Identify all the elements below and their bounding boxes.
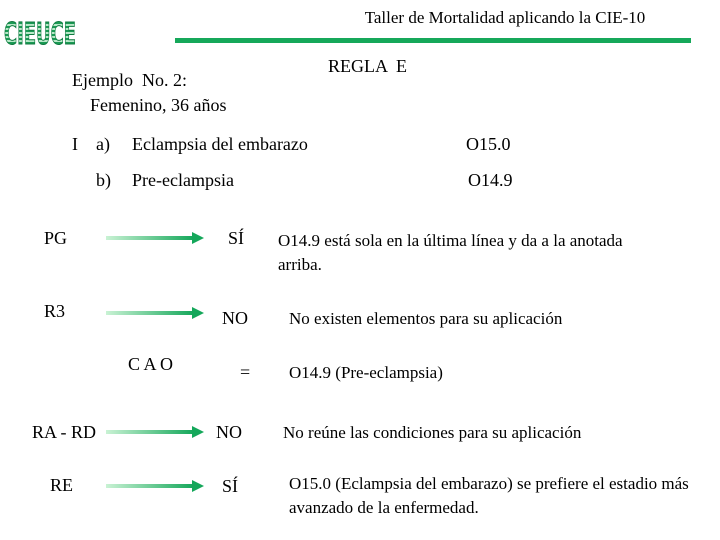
rule-note-ra-rd: No reúne las condiciones para su aplicación [283,423,582,442]
arrow-icon [96,478,206,494]
header-divider [175,38,691,43]
line-b-code: O14.9 [468,170,513,190]
line-a-code: O15.0 [466,134,511,154]
rule-result-re: SÍ [222,476,239,496]
logo [2,2,78,54]
rule-note-cao: O14.9 (Pre-eclampsia) [289,363,443,382]
rule-note-pg: O14.9 está sola en la última línea y da a la anotada arriba. [278,231,623,274]
rule-note-re: O15.0 (Eclampsia del embarazo) se prefiere el estadio más avanzado de la enfermedad. [289,474,689,517]
rule-result-r3: NO [222,308,248,328]
arrow-icon [96,230,206,246]
arrow-icon [96,424,206,440]
rule-result-pg: SÍ [228,228,245,248]
logo-text: CIEUCE [4,17,76,52]
example-patient: Femenino, 36 años [90,95,227,115]
rule-title: REGLA E [328,56,407,76]
example-number: Ejemplo No. 2: [72,70,187,90]
arrow-icon [96,305,206,321]
rule-note-r3: No existen elementos para su aplicación [289,309,563,328]
line-a-letter: a) [96,134,110,154]
rule-name-pg: PG [44,228,68,248]
page-title: Taller de Mortalidad aplicando la CIE-10 [364,8,646,27]
line-a-text: Eclampsia del embarazo [132,134,308,154]
rule-name-cao: C A O [128,354,174,374]
rule-result-cao: = [240,362,251,382]
part-label: I [72,134,78,154]
rule-name-r3: R3 [44,301,66,321]
line-b-text: Pre-eclampsia [132,170,234,190]
rule-name-re: RE [50,475,74,495]
line-b-letter: b) [96,170,111,190]
rule-result-ra-rd: NO [216,422,242,442]
logo-graphic [2,2,78,54]
rule-name-ra-rd: RA - RD [32,422,97,442]
